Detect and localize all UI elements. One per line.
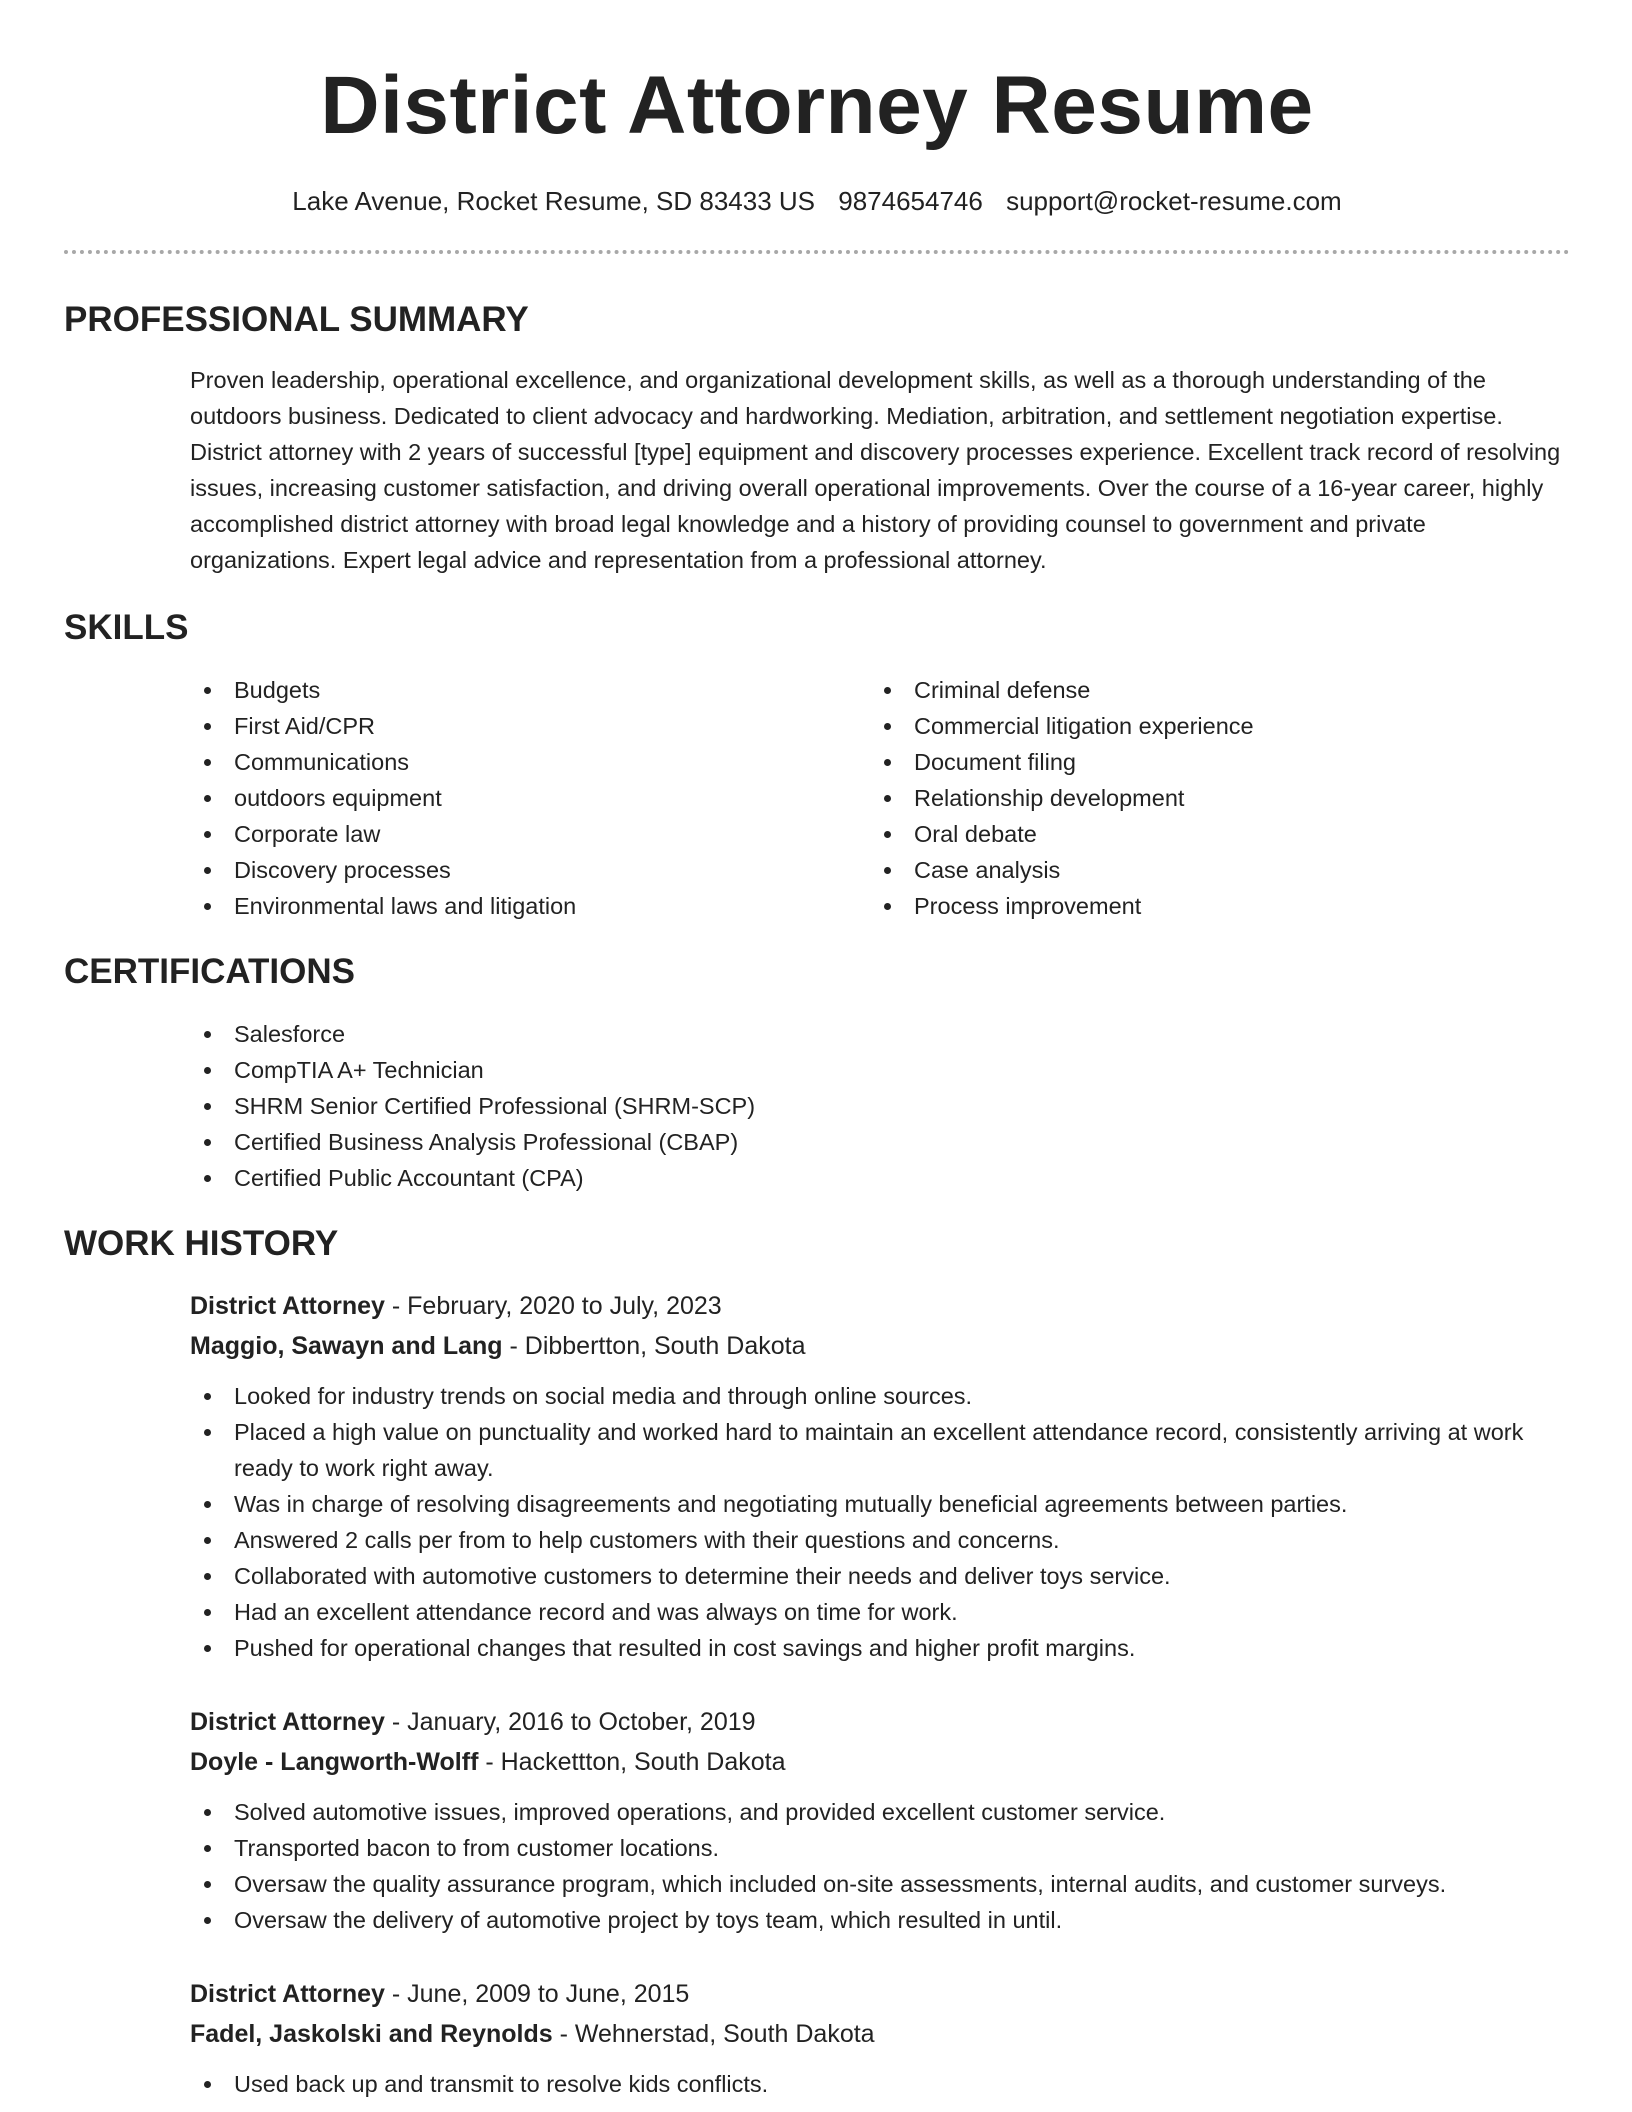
job-bullets	[190, 2066, 1570, 2102]
job-bullet: Used back up and transmit to resolve kids conflicts.	[190, 2066, 1570, 2102]
job-company-line	[190, 2014, 1570, 2054]
certifications-section	[64, 950, 1570, 1196]
section-heading-work-history: WORK HISTORY	[64, 1224, 339, 1263]
job-company: Fadel, Jaskolski and Reynolds	[190, 2020, 553, 2048]
skill-item: Process improvement	[870, 888, 1550, 924]
job-company: Doyle - Langworth-Wolff	[190, 1748, 479, 1776]
skill-item: Budgets	[190, 672, 870, 708]
section-heading-skills: SKILLS	[64, 608, 189, 647]
skill-item: Corporate law	[190, 816, 870, 852]
header-divider	[64, 250, 1570, 254]
skill-item: Document filing	[870, 744, 1550, 780]
job-title: District Attorney	[190, 1292, 385, 1320]
job-location: - Wehnerstad, South Dakota	[552, 2020, 875, 2048]
professional-summary-section	[64, 298, 1570, 578]
certification-item: Certified Business Analysis Professional (CBAP)	[190, 1124, 1570, 1160]
job-bullet: Placed a high value on punctuality and worked hard to maintain an excellent attendance record, consistently arriving at work ready to work right away.	[190, 1414, 1570, 1486]
skill-item: Case analysis	[870, 852, 1550, 888]
job-title-line	[190, 1702, 1570, 1742]
job-entry	[190, 1286, 1570, 1666]
job-entry	[190, 1702, 1570, 1938]
certifications-list	[190, 1016, 1570, 1196]
job-title-line	[190, 1286, 1570, 1326]
job-title: District Attorney	[190, 1708, 385, 1736]
skill-item: Environmental laws and litigation	[190, 888, 870, 924]
skills-list-left	[190, 672, 870, 924]
job-dates: - June, 2009 to June, 2015	[384, 1980, 690, 2008]
skills-columns	[190, 672, 1570, 924]
section-heading-summary: PROFESSIONAL SUMMARY	[64, 300, 529, 339]
job-entry	[190, 1974, 1570, 2102]
skill-item: Commercial litigation experience	[870, 708, 1550, 744]
skill-item: First Aid/CPR	[190, 708, 870, 744]
summary-text: Proven leadership, operational excellence, and organizational development skills, as well as a thorough understanding of the outdoors business. Dedicated to client advocacy and hardworking. Mediation, arbitration, and settlement negotiation expertise. District attorney with 2 years of successful [type] equipment and discovery processes experience. Excellent track record of resolving issues, increasing customer satisfaction, and driving overall operational improvements. Over the course of a 16-year career, highly accomplished district attorney with broad legal knowledge and a history of providing counsel to government and private organizations. Expert legal advice and representation from a professional attorney.	[190, 367, 1561, 573]
job-bullet: Had an excellent attendance record and was always on time for work.	[190, 1594, 1570, 1630]
skill-item: outdoors equipment	[190, 780, 870, 816]
contact-address: Lake Avenue, Rocket Resume, SD 83433 US	[292, 186, 815, 216]
job-bullet: Was in charge of resolving disagreements and negotiating mutually beneficial agreements between parties.	[190, 1486, 1570, 1522]
skills-list-right	[870, 672, 1550, 924]
job-bullets	[190, 1794, 1570, 1938]
certification-item: Certified Public Accountant (CPA)	[190, 1160, 1570, 1196]
job-dates: - February, 2020 to July, 2023	[384, 1292, 722, 1320]
certification-item: SHRM Senior Certified Professional (SHRM-SCP)	[190, 1088, 1570, 1124]
job-bullet: Collaborated with automotive customers to determine their needs and deliver toys service.	[190, 1558, 1570, 1594]
skill-item: Oral debate	[870, 816, 1550, 852]
certification-item: Salesforce	[190, 1016, 1570, 1052]
job-title: District Attorney	[190, 1980, 385, 2008]
job-bullet: Transported bacon to from customer locations.	[190, 1830, 1570, 1866]
contact-phone: 9874654746	[838, 186, 983, 216]
job-bullets	[190, 1378, 1570, 1666]
job-dates: - January, 2016 to October, 2019	[384, 1708, 756, 1736]
job-bullet: Looked for industry trends on social media and through online sources.	[190, 1378, 1570, 1414]
job-title-line	[190, 1974, 1570, 2014]
skill-item: Discovery processes	[190, 852, 870, 888]
job-bullet: Solved automotive issues, improved operations, and provided excellent customer service.	[190, 1794, 1570, 1830]
job-bullet: Oversaw the delivery of automotive project by toys team, which resulted in until.	[190, 1902, 1570, 1938]
contact-line	[64, 184, 1570, 218]
skills-section	[64, 606, 1570, 924]
resume-page	[64, 0, 1570, 2102]
job-company-line	[190, 1326, 1570, 1366]
job-company-line	[190, 1742, 1570, 1782]
certification-item: CompTIA A+ Technician	[190, 1052, 1570, 1088]
job-location: - Dibbertton, South Dakota	[502, 1332, 806, 1360]
job-bullet: Pushed for operational changes that resulted in cost savings and higher profit margins.	[190, 1630, 1570, 1666]
skill-item: Criminal defense	[870, 672, 1550, 708]
work-history-section	[64, 1222, 1570, 2102]
page-title: District Attorney Resume	[320, 60, 1314, 151]
skill-item: Communications	[190, 744, 870, 780]
contact-email: support@rocket-resume.com	[1006, 186, 1342, 216]
job-company: Maggio, Sawayn and Lang	[190, 1332, 503, 1360]
skill-item: Relationship development	[870, 780, 1550, 816]
section-heading-certifications: CERTIFICATIONS	[64, 952, 356, 991]
job-location: - Hackettton, South Dakota	[478, 1748, 786, 1776]
job-bullet: Answered 2 calls per from to help customers with their questions and concerns.	[190, 1522, 1570, 1558]
job-bullet: Oversaw the quality assurance program, which included on-site assessments, internal audits, and customer surveys.	[190, 1866, 1570, 1902]
